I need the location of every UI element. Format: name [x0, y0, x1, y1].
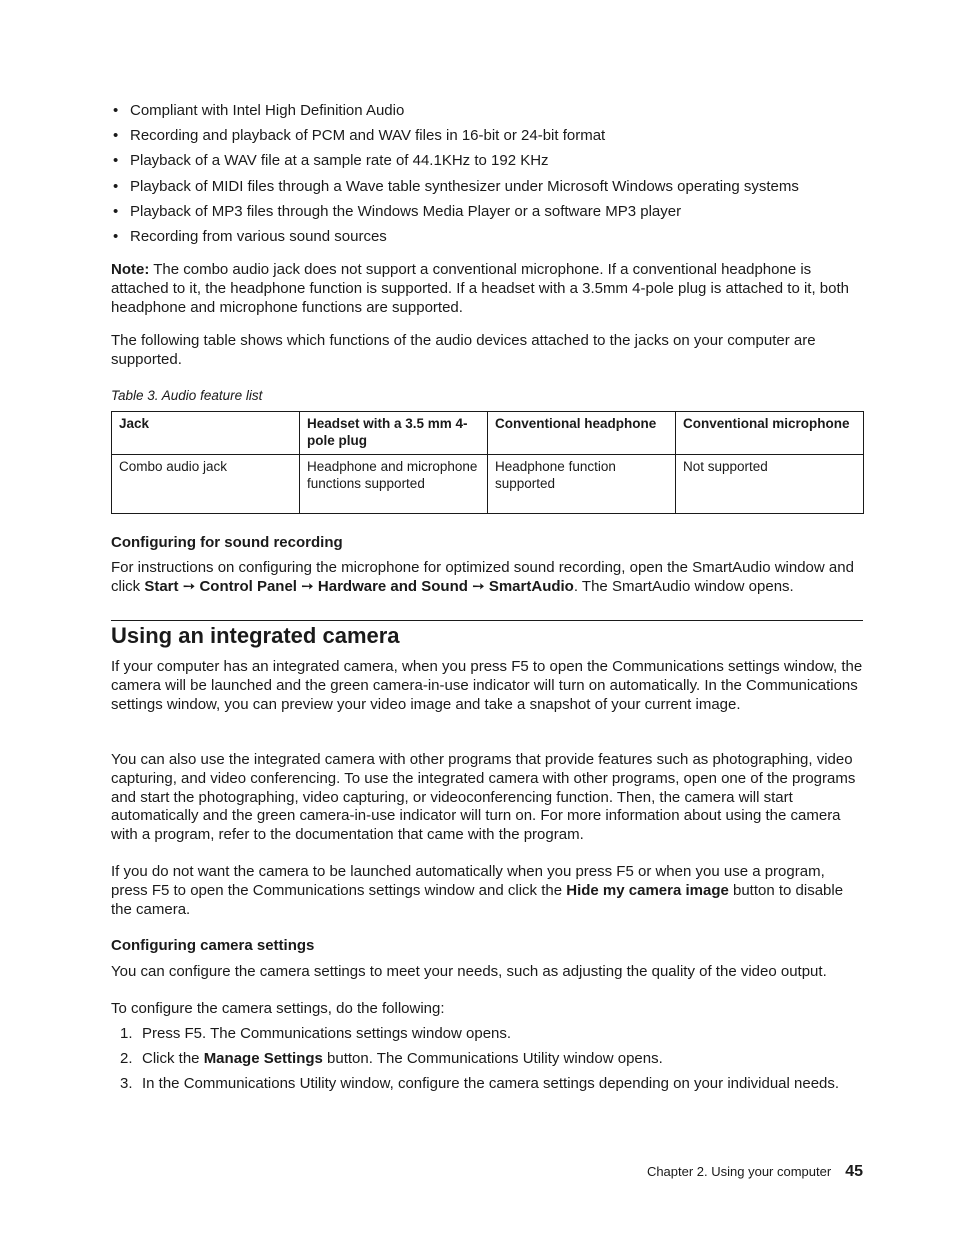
step-number: 1. [120, 1025, 133, 1042]
settings-paragraph-1: You can configure the camera settings to meet your needs, such as adjusting the quality of the video output. [111, 963, 827, 980]
bullet-text: Playback of a WAV file at a sample rate of 44.1KHz to 192 KHz [130, 152, 549, 170]
camera-paragraph-3 [111, 863, 863, 919]
camera-p3-before: If you do not want the camera to be launched automatically when you press F5 or when you use a program, press F5 to open the Communications settings window and click the [111, 863, 825, 899]
feature-bullet-list [111, 100, 863, 251]
section-divider [111, 620, 863, 621]
table-cell: Not supported [676, 455, 864, 514]
table-header-row [112, 412, 864, 455]
column-header-microphone: Conventional microphone [676, 412, 864, 455]
bullet-text: Compliant with Intel High Definition Audio [130, 102, 405, 119]
list-item [111, 1049, 863, 1068]
list-item [111, 1074, 863, 1093]
list-item [111, 150, 863, 175]
list-item [111, 125, 863, 150]
recording-heading: Configuring for sound recording [111, 534, 343, 551]
path-smartaudio: SmartAudio [488, 577, 574, 595]
table-cell: Headphone and microphone functions supported [300, 455, 488, 514]
arrow-icon: ➙ [472, 577, 485, 595]
bullet-text: Playback of MP3 files through the Windows Media Player or a software MP3 player [130, 202, 682, 220]
table-intro-paragraph: The following table shows which functions of the audio devices attached to the jacks on your computer are supported. [111, 332, 816, 368]
camera-p3-after: button to disable the camera. [111, 881, 844, 918]
bullet-icon: • [113, 227, 119, 245]
table-cell: Headphone function supported [488, 455, 676, 514]
recording-text-before: For instructions on configuring the microphone for optimized sound recording, open the SmartAudio window and click [111, 559, 854, 595]
path-hardware-and-sound: Hardware and Sound [317, 577, 468, 595]
bullet-icon: • [113, 152, 119, 170]
list-item [111, 201, 863, 226]
bullet-text: Playback of MIDI files through a Wave table synthesizer under Microsoft Windows operating systems [130, 177, 799, 195]
recording-text-after: . The SmartAudio window opens. [573, 577, 794, 595]
column-header-headset: Headset with a 3.5 mm 4-pole plug [300, 412, 488, 455]
column-header-headphone: Conventional headphone [488, 412, 676, 455]
bullet-icon: • [113, 127, 119, 145]
table-caption: Table 3. Audio feature list [111, 388, 263, 403]
column-header-jack: Jack [112, 412, 300, 455]
settings-paragraph-2: To configure the camera settings, do the following: [111, 1000, 445, 1017]
chapter-label: Chapter 2. Using your computer [646, 1164, 832, 1179]
arrow-icon: ➙ [301, 577, 314, 595]
step-text: Click the [142, 1050, 204, 1067]
list-item [111, 1024, 863, 1043]
path-start: Start [144, 577, 179, 595]
step-number: 3. [120, 1075, 133, 1092]
camera-paragraph-1: If your computer has an integrated camera, when you press F5 to open the Communications settings window, the camera will be launched and the green camera-in-use indicator will turn on automatically. In the Communications settings window, you can preview your video image and take a snapshot of your current image. [111, 658, 863, 713]
audio-feature-table [111, 411, 864, 514]
page-footer [111, 1163, 863, 1181]
step-text-after: button. The Communications Utility window opens. [322, 1050, 663, 1067]
camera-steps-list [111, 1024, 863, 1099]
arrow-icon: ➙ [182, 577, 196, 595]
table-row [112, 455, 864, 514]
list-item [111, 176, 863, 201]
bullet-icon: • [113, 202, 119, 220]
page-number: 45 [845, 1163, 863, 1180]
bullet-text: Recording from various sound sources [130, 227, 387, 245]
list-item [111, 226, 863, 251]
camera-paragraph-2: You can also use the integrated camera with other programs that provide features such as photographing, video capturing, and video conferencing. To use the integrated camera with other programs, open one of the programs and start the photographing, video capturing, or videoconferencing function. Then, the camera will start automatically and the green camera-in-use indicator will turn on. For more information about using the camera with a program, refer to the documentation that came with the program. [111, 751, 856, 844]
note-label: Note: [111, 261, 150, 278]
step-text: Press F5. The Communications settings window opens. [142, 1025, 512, 1042]
hide-camera-label: Hide my camera image [566, 881, 729, 899]
table-cell: Combo audio jack [112, 455, 300, 514]
path-control-panel: Control Panel [199, 577, 297, 595]
bullet-text: Recording and playback of PCM and WAV files in 16-bit or 24-bit format [130, 127, 606, 145]
step-text: In the Communications Utility window, configure the camera settings depending on your individual needs. [142, 1075, 840, 1092]
section-title: Using an integrated camera [111, 623, 400, 648]
list-item [111, 100, 863, 125]
bullet-icon: • [113, 102, 119, 119]
note-paragraph [111, 261, 863, 317]
recording-paragraph [111, 559, 863, 597]
manage-settings-label: Manage Settings [203, 1050, 323, 1067]
bullet-icon: • [113, 177, 119, 195]
step-number: 2. [120, 1050, 133, 1067]
note-text: The combo audio jack does not support a conventional microphone. If a conventional headphone is attached to it, the headphone function is supported. If a headset with a 3.5mm 4-pole plug is attached to it, both headphone and microphone functions are supported. [111, 261, 849, 316]
camera-settings-heading: Configuring camera settings [111, 937, 315, 954]
